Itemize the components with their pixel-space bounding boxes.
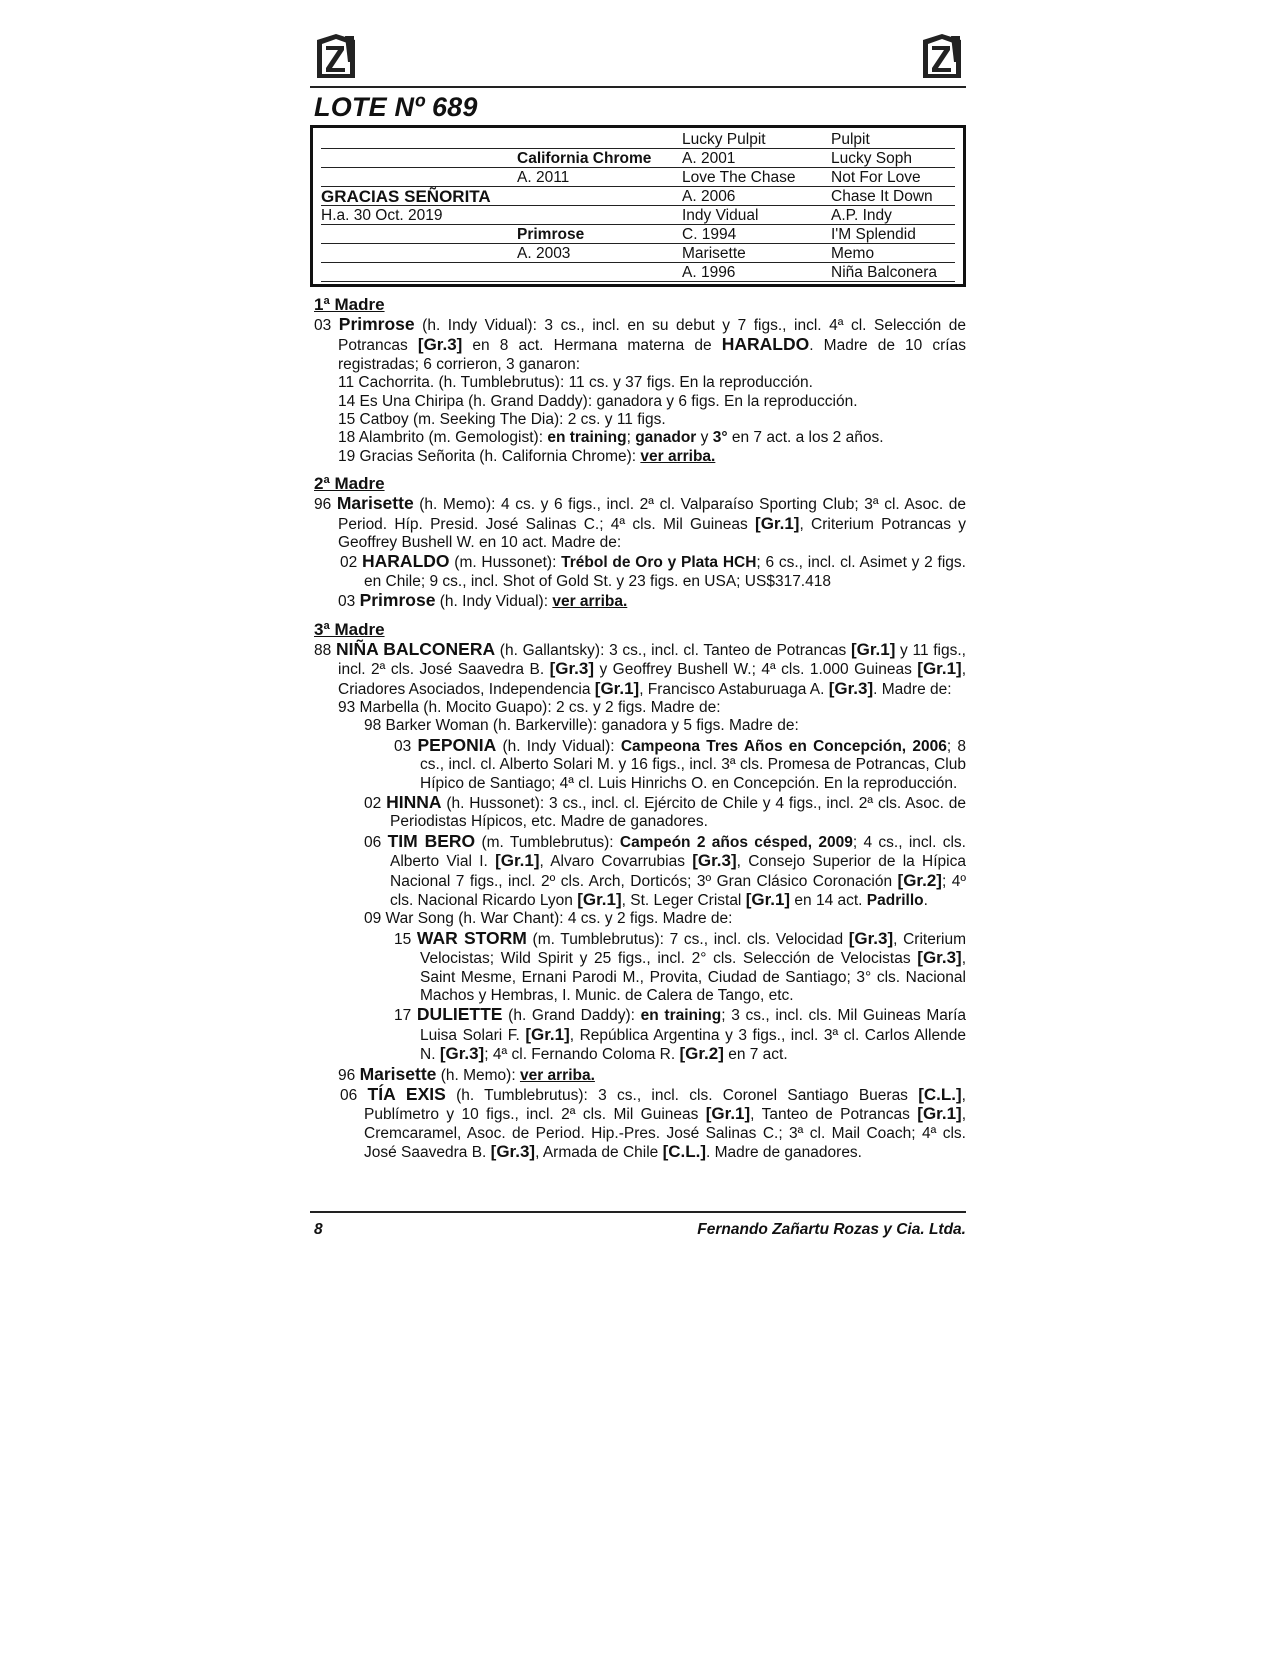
pedigree-cell: A.P. Indy (831, 207, 892, 224)
pedigree-row (321, 226, 955, 244)
pedigree-cell: Lucky Pulpit (682, 131, 766, 148)
pedigree-cell: I'M Splendid (831, 226, 916, 243)
section-title-1a-madre: 1ª Madre (314, 295, 385, 314)
offspring-entry: 02 HINNA (h. Hussonet): 3 cs., incl. cl. Ejército de Chile y 4 figs., incl. 2ª cls. Asoc. de Periodistas Hípicos, etc. Madre de ganadores. (364, 791, 966, 831)
offspring-line: 03 Primrose (h. Indy Vidual): ver arriba. (338, 590, 628, 611)
pedigree-box (310, 125, 966, 287)
pedigree-cell: C. 1994 (682, 226, 737, 243)
pedigree-row (321, 188, 955, 206)
pedigree-cell: Niña Balconera (831, 264, 937, 281)
offspring-entry: 06 TÍA EXIS (h. Tumblebrutus): 3 cs., incl. cls. Coronel Santiago Bueras [C.L.], Publímetro y 10 figs., incl. 2ª cls. Mil Guineas [Gr.1], Tanteo de Potrancas [Gr.1], Cremcaramel, Asoc. de Period. Hip.-Pres. José Salinas C.; 3ª cl. Mail Coach; 4ª cls. José Saavedra B. [Gr.3], Armada de Chile [C.L.]. Madre de ganadores. (340, 1084, 966, 1162)
pedigree-row (321, 207, 955, 225)
offspring-line: 96 Marisette (h. Memo): ver arriba. (338, 1063, 595, 1084)
ver-arriba-link[interactable]: ver arriba. (640, 447, 716, 465)
company-name: Fernando Zañartu Rozas y Cia. Ltda. (697, 1221, 966, 1238)
offspring-entry: 17 DULIETTE (h. Grand Daddy): en training; 3 cs., incl. cls. Mil Guineas María Luisa Solari F. [Gr.1], República Argentina y 3 figs., incl. 3ª cl. Carlos Allende N. [Gr.3]; 4ª cl. Fernando Coloma R. [Gr.2] en 7 act. (394, 1004, 966, 1064)
offspring-entry: 03 PEPONIA (h. Indy Vidual): Campeona Tres Años en Concepción, 2006; 8 cs., incl. cl. Alberto Solari M. y 16 figs., incl. 3ª cls. Promesa de Potrancas, Club Hípico de Santiago; 4ª cl. Luis Hinrichs O. en Concepción. En la reproducción. (394, 734, 966, 792)
pedigree-row (321, 169, 955, 187)
pedigree-birth-date: H.a. 30 Oct. 2019 (321, 207, 443, 224)
pedigree-cell: A. 2001 (682, 150, 736, 167)
lot-title: LOTE Nº 689 (314, 92, 478, 122)
pedigree-cell: Memo (831, 245, 875, 262)
page-header (310, 30, 966, 88)
pedigree-sire: California Chrome (517, 150, 652, 167)
offspring-entry: 06 TIM BERO (m. Tumblebrutus): Campeón 2 años césped, 2009; 4 cs., incl. cls. Alberto Vial I. [Gr.1], Alvaro Covarrubias [Gr.3], Consejo Superior de la Hípica Nacional 7 figs., incl. 2º cls. Arch, Dorticós; 3º Gran Clásico Coronación [Gr.2]; 4º cls. Nacional Ricardo Lyon [Gr.1], St. Leger Cristal [Gr.1] en 14 act. Padrillo. (364, 830, 966, 909)
pedigree-cell: Lucky Soph (831, 150, 912, 167)
pedigree-dam: Primrose (517, 226, 585, 243)
offspring-line: 93 Marbella (h. Mocito Guapo): 2 cs. y 2 figs. Madre de: (338, 698, 721, 716)
offspring-line: 15 Catboy (m. Seeking The Dia): 2 cs. y 11 figs. (338, 411, 666, 429)
zanartu-logo-icon (314, 32, 358, 82)
offspring-entry: 15 WAR STORM (m. Tumblebrutus): 7 cs., incl. cls. Velocidad [Gr.3], Criterium Velocistas; Wild Spirit y 25 figs., incl. 2° cls. Selección de Velocistas [Gr.3], Saint Mesme, Ernani Parodi M., Provita, Ciudad de Santiago; 3° cls. Nacional Machos y Hembras, I. Munic. de Calera de Tango, etc. (394, 927, 966, 1004)
page-number: 8 (314, 1221, 323, 1238)
catalog-page (310, 30, 966, 1163)
pedigree-row (321, 245, 955, 263)
offspring-line: 19 Gracias Señorita (h. California Chrome): ver arriba. (338, 447, 716, 465)
pedigree-cell: A. 1996 (682, 264, 736, 281)
offspring-line: 09 War Song (h. War Chant): 4 cs. y 2 figs. Madre de: (364, 910, 733, 928)
pedigree-row (321, 131, 955, 149)
offspring-entry: 02 HARALDO (m. Hussonet): Trébol de Oro y Plata HCH; 6 cs., incl. cl. Asimet y 2 figs. en Chile; 9 cs., incl. Shot of Gold St. y 23 figs. en USA; US$317.418 (340, 551, 966, 590)
section-title-3a-madre: 3ª Madre (314, 619, 385, 639)
pedigree-cell: A. 2003 (517, 245, 571, 262)
pedigree-cell: A. 2011 (517, 169, 570, 186)
pedigree-cell: Marisette (682, 245, 746, 262)
offspring-line: 11 Cachorrita. (h. Tumblebrutus): 11 cs. y 37 figs. En la reproducción. (338, 374, 813, 392)
dam-entry: 96 Marisette (h. Memo): 4 cs. y 6 figs., incl. 2ª cl. Valparaíso Sporting Club; 3ª cl. Asoc. de Period. Híp. Presid. José Salinas C.; 4ª cls. Mil Guineas [Gr.1], Criterium Potrancas y Geoffrey Bushell W. en 10 act. Madre de: (314, 493, 967, 552)
pedigree-cell: A. 2006 (682, 188, 736, 205)
pedigree-cell: Not For Love (831, 169, 921, 186)
pedigree-row (321, 150, 955, 168)
zanartu-logo-icon (920, 32, 964, 82)
dam-entry: 88 NIÑA BALCONERA (h. Gallantsky): 3 cs., incl. cl. Tanteo de Potrancas [Gr.1] y 11 figs., incl. 2ª cls. José Saavedra B. [Gr.3] y Geoffrey Bushell W.; 4ª cls. 1.000 Guineas [Gr.1], Criadores Asociados, Independencia [Gr.1], Francisco Astaburuaga A. [Gr.3]. Madre de: (314, 638, 966, 698)
pedigree-cell: Pulpit (831, 131, 870, 148)
pedigree-cell: Chase It Down (831, 188, 933, 205)
page-footer (310, 1211, 966, 1238)
pedigree-horse-name: GRACIAS SEÑORITA (321, 187, 491, 206)
ver-arriba-link[interactable]: ver arriba. (552, 593, 628, 611)
offspring-line: 14 Es Una Chiripa (h. Grand Daddy): ganadora y 6 figs. En la reproducción. (338, 392, 858, 410)
offspring-line: 98 Barker Woman (h. Barkerville): ganadora y 5 figs. Madre de: (364, 717, 799, 735)
pedigree-cell: Indy Vidual (682, 207, 759, 224)
ver-arriba-link[interactable]: ver arriba. (519, 1066, 595, 1084)
offspring-line: 18 Alambrito (m. Gemologist): en training; ganador y 3° en 7 act. a los 2 años. (338, 429, 884, 447)
pedigree-cell: Love The Chase (682, 169, 796, 186)
dam-entry: 03 Primrose (h. Indy Vidual): 3 cs., incl. en su debut y 7 figs., incl. 4ª cl. Selección de Potrancas [Gr.3] en 8 act. Hermana materna de HARALDO. Madre de 10 crías registradas; 6 corrieron, 3 ganaron: (314, 314, 966, 373)
pedigree-row (321, 264, 955, 282)
section-title-2a-madre: 2ª Madre (314, 474, 385, 494)
